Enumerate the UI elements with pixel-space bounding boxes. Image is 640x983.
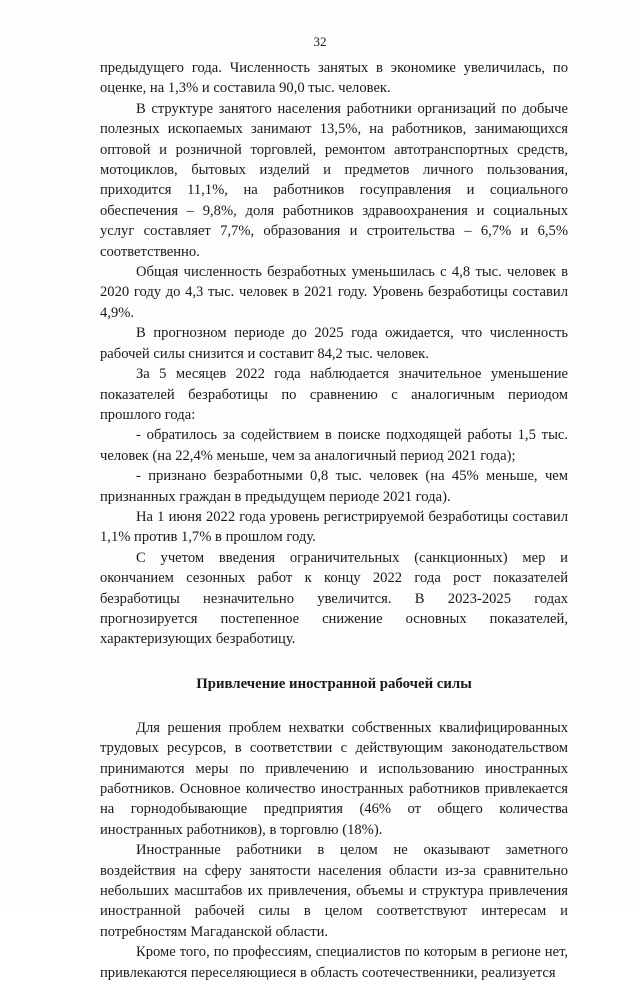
paragraph: Для решения проблем нехватки собственных квалифицированных трудовых ресурсов, в соответствии с действующим законодательством принимаются меры по привлечению и использованию иностранных работников. Основное количество иностранных работников привлекается на горнодобывающие предприятия (46% от общего количества иностранных работников), в торговлю (18%). xyxy=(100,719,568,838)
paragraph: предыдущего года. Численность занятых в экономике увеличилась, по оценке, на 1,3% и составила 90,0 тыс. человек. xyxy=(100,60,568,97)
paragraph: Кроме того, по профессиям, специалистов по которым в регионе нет, привлекаются переселяющиеся в область соотечественники, реализуется xyxy=(100,944,568,981)
paragraph: Иностранные работники в целом не оказывают заметного воздействия на сферу занятости населения области из-за сравнительно небольших масштабов их привлечения, объемы и структура привлечения иностранной рабочей силы в целом соответствуют интересам и потребностям Магаданской области. xyxy=(100,842,568,940)
paragraph: В структуре занятого населения работники организаций по добыче полезных ископаемых занимают 13,5%, на работников, занимающихся оптовой и розничной торговлей, ремонтом автотранспортных средств, мотоциклов, бытовых изделий и предметов личного пользования, приходится 11,1%, на работников госуправления и социального обеспечения – 9,8%, доля работников здравоохранения и социальных услуг составляет 7,7%, образования и строительства – 6,7% и 6,5% соответственно. xyxy=(100,100,568,260)
section-heading: Привлечение иностранной рабочей силы xyxy=(196,675,472,692)
paragraph: На 1 июня 2022 года уровень регистрируемой безработицы составил 1,1% против 1,7% в прошлом году. xyxy=(100,508,568,546)
paragraph: За 5 месяцев 2022 года наблюдается значительное уменьшение показателей безработицы по сравнению с аналогичным периодом прошлого года: xyxy=(100,366,568,423)
paragraph: Общая численность безработных уменьшилась с 4,8 тыс. человек в 2020 году до 4,3 тыс. человек в 2021 году. Уровень безработицы составил 4,9%. xyxy=(100,264,568,321)
list-item: - обратилось за содействием в поиске подходящей работы 1,5 тыс. человек (на 22,4% меньше, чем за аналогичный период 2021 года); xyxy=(100,427,568,464)
paragraph: С учетом введения ограничительных (санкционных) мер и окончанием сезонных работ к концу 2022 года рост показателей безработицы незначительно увеличится. В 2023-2025 годах прогнозируется постепенное снижение основных показателей, характеризующих безработицу. xyxy=(100,549,568,648)
page-body xyxy=(100,58,568,983)
paragraph: В прогнозном периоде до 2025 года ожидается, что численность рабочей силы снизится и составит 84,2 тыс. человек. xyxy=(100,325,568,362)
page-number: 32 xyxy=(313,34,327,49)
list-item: - признано безработными 0,8 тыс. человек (на 45% меньше, чем признанных граждан в предыдущем периоде 2021 года). xyxy=(100,468,568,505)
